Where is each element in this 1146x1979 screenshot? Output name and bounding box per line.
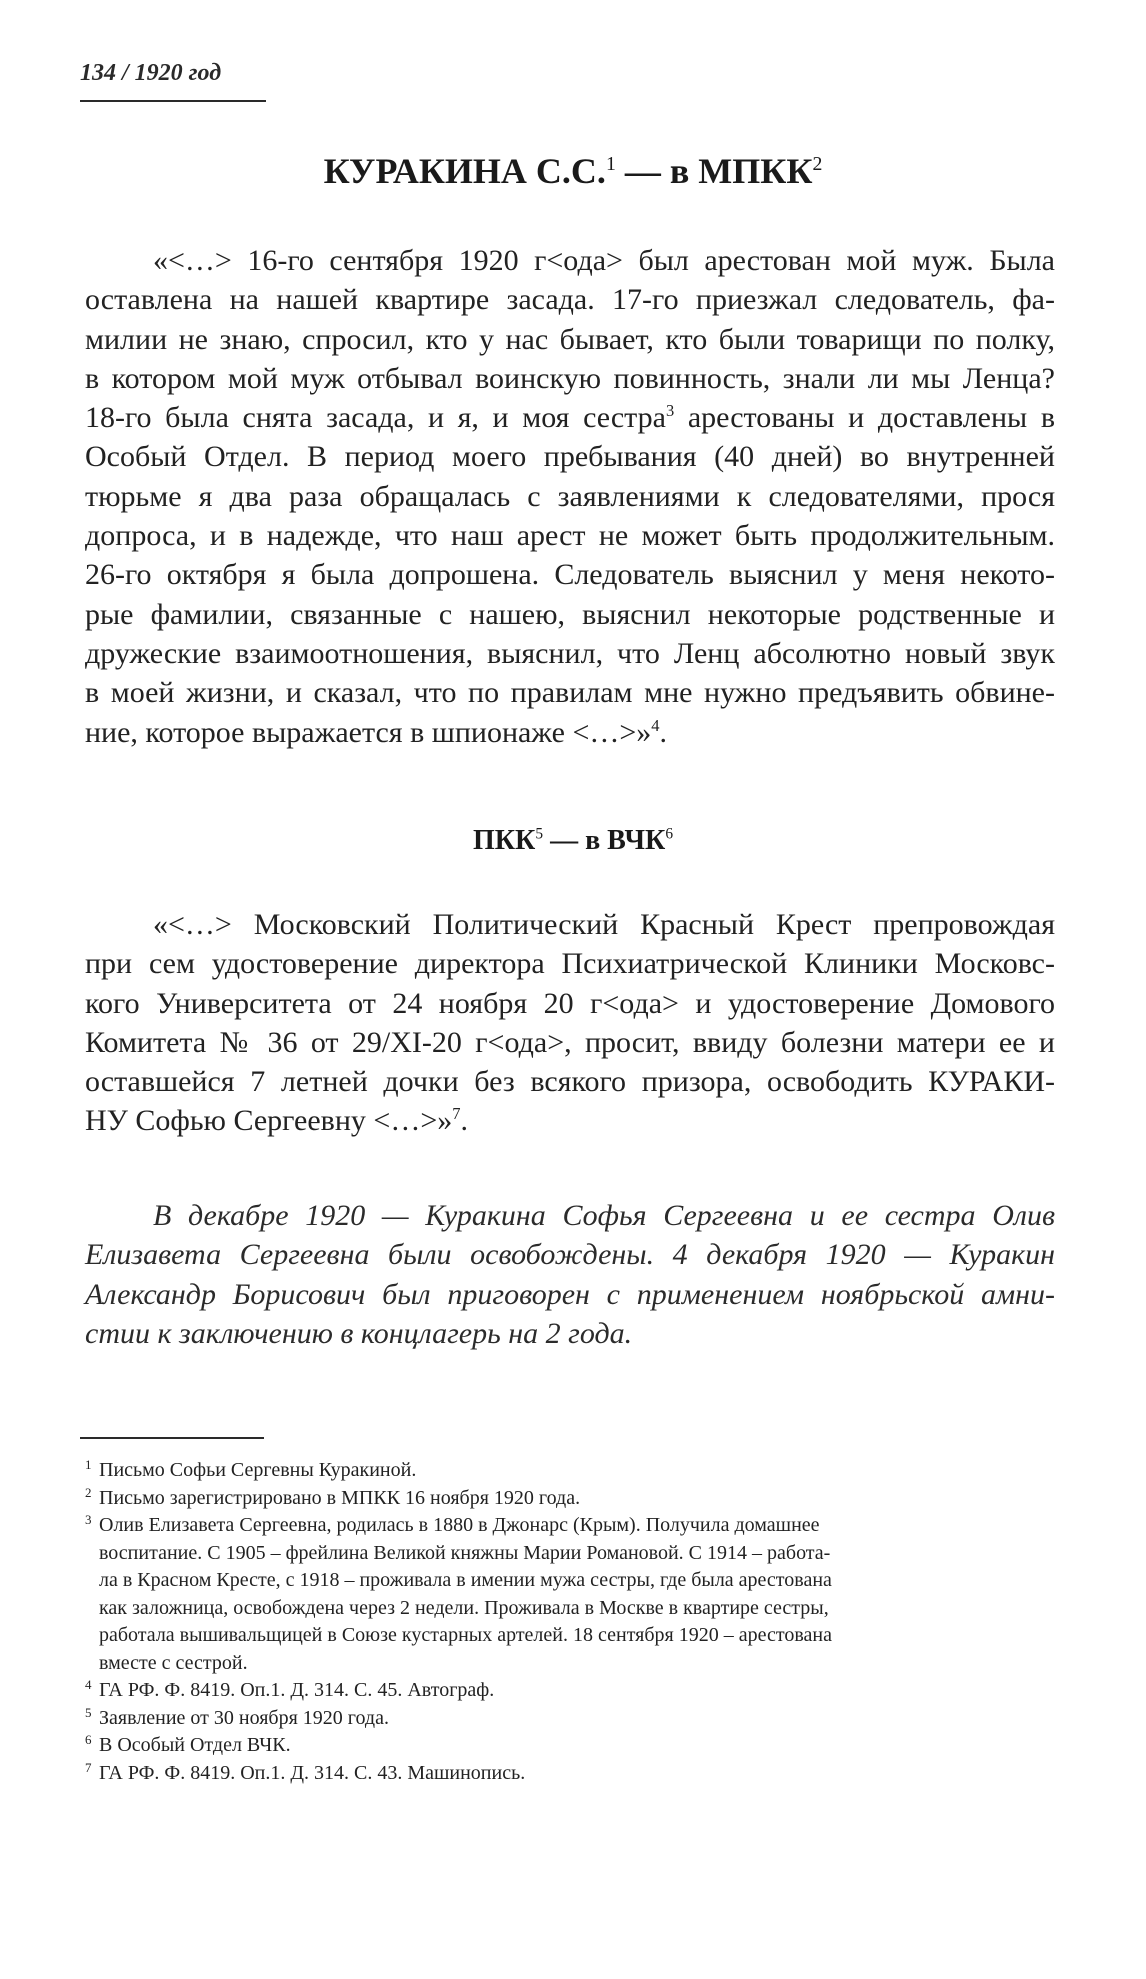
- footnotes: [85, 1457, 1055, 1787]
- footnote-number: 3: [85, 1512, 92, 1527]
- footnote-number: 6: [85, 1732, 92, 1747]
- text-line: [85, 398, 1055, 437]
- footnote-ref-7: 7: [452, 1104, 461, 1124]
- text-line: тюрьме я два раза обращалась с заявлениями к следователями, прося: [85, 479, 1055, 513]
- text-line: кого Университета от 24 ноября 20 г<ода> и удостоверение Домового: [85, 986, 1055, 1020]
- footnote-ref-4: 4: [651, 715, 660, 735]
- text-line: допроса, и в надежде, что наш арест не может быть продолжительным.: [85, 519, 1055, 553]
- letter-excerpt-2: [85, 905, 1055, 1141]
- text-line: оставшейся 7 летней дочки без всякого призора, освободить КУРАКИ-: [85, 1065, 1055, 1099]
- heading-2-text: ПКК: [472, 825, 536, 856]
- text-segment: НУ Софью Сергеевну <…>»: [85, 1104, 453, 1138]
- footnote-text: Олив Елизавета Сергеевна, родилась в 1880 в Джонарс (Крым). Получила домашнее: [99, 1514, 820, 1536]
- editorial-note: [85, 1196, 1055, 1353]
- text-segment: .: [659, 715, 668, 749]
- text-line: [85, 1101, 1055, 1140]
- footnote-rule: [80, 1437, 264, 1439]
- text-line: Особый Отдел. В период моего пребывания (40 дней) во внутренней: [85, 440, 1055, 474]
- text-line: Елизавета Сергеевна были освобождены. 4 декабря 1920 — Куракин: [85, 1238, 1055, 1272]
- text-line: оставлена на нашей квартире засада. 17-го приезжал следователь, фа-: [85, 283, 1055, 317]
- footnote: [85, 1677, 1055, 1705]
- footnote-text: ГА РФ. Ф. 8419. Оп.1. Д. 314. С. 43. Машинопись.: [99, 1761, 526, 1784]
- text-line: в моей жизни, и сказал, что по правилам мне нужно предъявить обвине-: [85, 676, 1055, 710]
- footnote-text: работала вышивальщицей в Союзе кустарных артелей. 18 сентября 1920 – арестована: [99, 1624, 832, 1646]
- footnote-text: В Особый Отдел ВЧК.: [99, 1734, 291, 1756]
- text-line: стии к заключению в концлагерь на 2 года.: [85, 1316, 633, 1350]
- text-line: Комитета № 36 от 29/XI-20 г<ода>, просит, ввиду болезни матери ее и: [85, 1025, 1055, 1059]
- text-line: рые фамилии, связанные с нашею, выяснил некоторые родственные и: [85, 597, 1055, 631]
- footnote-ref-5: 5: [535, 825, 544, 843]
- footnote: [85, 1732, 1055, 1760]
- footnote-ref-1: 1: [605, 153, 616, 175]
- footnote-number: 5: [85, 1704, 92, 1720]
- text-line: при сем удостоверение директора Психиатрической Клиники Московс-: [85, 947, 1055, 981]
- text-segment: арестованы и доставлены в: [674, 401, 1055, 435]
- footnote-ref-2: 2: [812, 153, 823, 175]
- text-line: «<…> Московский Политический Красный Крест препровождая: [153, 908, 1055, 941]
- footnote: [85, 1485, 1055, 1513]
- footnote-text: вместе с сестрой.: [99, 1651, 248, 1674]
- heading-1-text: КУРАКИНА С.С.: [323, 151, 606, 191]
- footnote-text: как заложница, освобождена через 2 недели. Проживала в Москве в квартире сестры,: [99, 1596, 829, 1619]
- text-line: милии не знаю, спросил, кто у нас бывает, кто были товарищи по полку,: [85, 322, 1055, 356]
- footnote-text: ГА РФ. Ф. 8419. Оп.1. Д. 314. С. 45. Автограф.: [99, 1679, 495, 1701]
- footnote: [85, 1705, 1055, 1733]
- footnote: [85, 1512, 1055, 1677]
- footnote-ref-3: 3: [665, 401, 675, 421]
- text-segment: 18-го была снята засада, и я, и моя сестра: [85, 401, 666, 435]
- section-heading-1: [0, 150, 1146, 192]
- footnote-number: 1: [85, 1457, 92, 1472]
- footnote: [85, 1457, 1055, 1485]
- text-line: Александр Борисович был приговорен с применением ноябрьской амни-: [85, 1277, 1055, 1311]
- text-line: «<…> 16-го сентября 1920 г<ода> был арестован мой муж. Была: [153, 244, 1055, 277]
- text-line: дружеские взаимоотношения, выяснил, что Ленц абсолютно новый звук: [85, 636, 1055, 670]
- footnote-text: Заявление от 30 ноября 1920 года.: [99, 1706, 389, 1729]
- footnote-number: 7: [85, 1759, 92, 1775]
- footnote: [85, 1760, 1055, 1788]
- footnote-number: 2: [85, 1484, 92, 1500]
- text-segment: ние, которое выражается в шпионаже <…>»: [85, 715, 652, 749]
- footnote-ref-6: 6: [665, 825, 674, 843]
- section-heading-2: [0, 825, 1146, 857]
- text-segment: .: [460, 1104, 468, 1138]
- footnote-number: 4: [85, 1677, 92, 1692]
- footnote-text: Письмо Софьи Сергевны Куракиной.: [99, 1459, 417, 1481]
- header-rule: [80, 100, 266, 102]
- text-line: [85, 713, 1055, 752]
- footnote-text: Письмо зарегистрировано в МПКК 16 ноября 1920 года.: [99, 1486, 581, 1509]
- text-line: 26-го октября я была допрошена. Следователь выяснил у меня некото-: [85, 558, 1055, 592]
- running-header: 134 / 1920 год: [80, 60, 222, 86]
- text-line: в котором мой муж отбывал воинскую повинность, знали ли мы Ленца?: [85, 361, 1055, 395]
- footnote-text: ла в Красном Кресте, с 1918 – проживала в имении мужа сестры, где была арестована: [99, 1569, 832, 1591]
- heading-1-target: — в МПКК: [615, 151, 813, 191]
- footnote-text: воспитание. С 1905 – фрейлина Великой княжны Марии Романовой. С 1914 – работа-: [99, 1541, 831, 1564]
- heading-2-target: — в ВЧК: [543, 825, 666, 856]
- letter-excerpt-1: [85, 241, 1055, 752]
- text-line: В декабре 1920 — Куракина Софья Сергеевна и ее сестра Олив: [153, 1199, 1055, 1232]
